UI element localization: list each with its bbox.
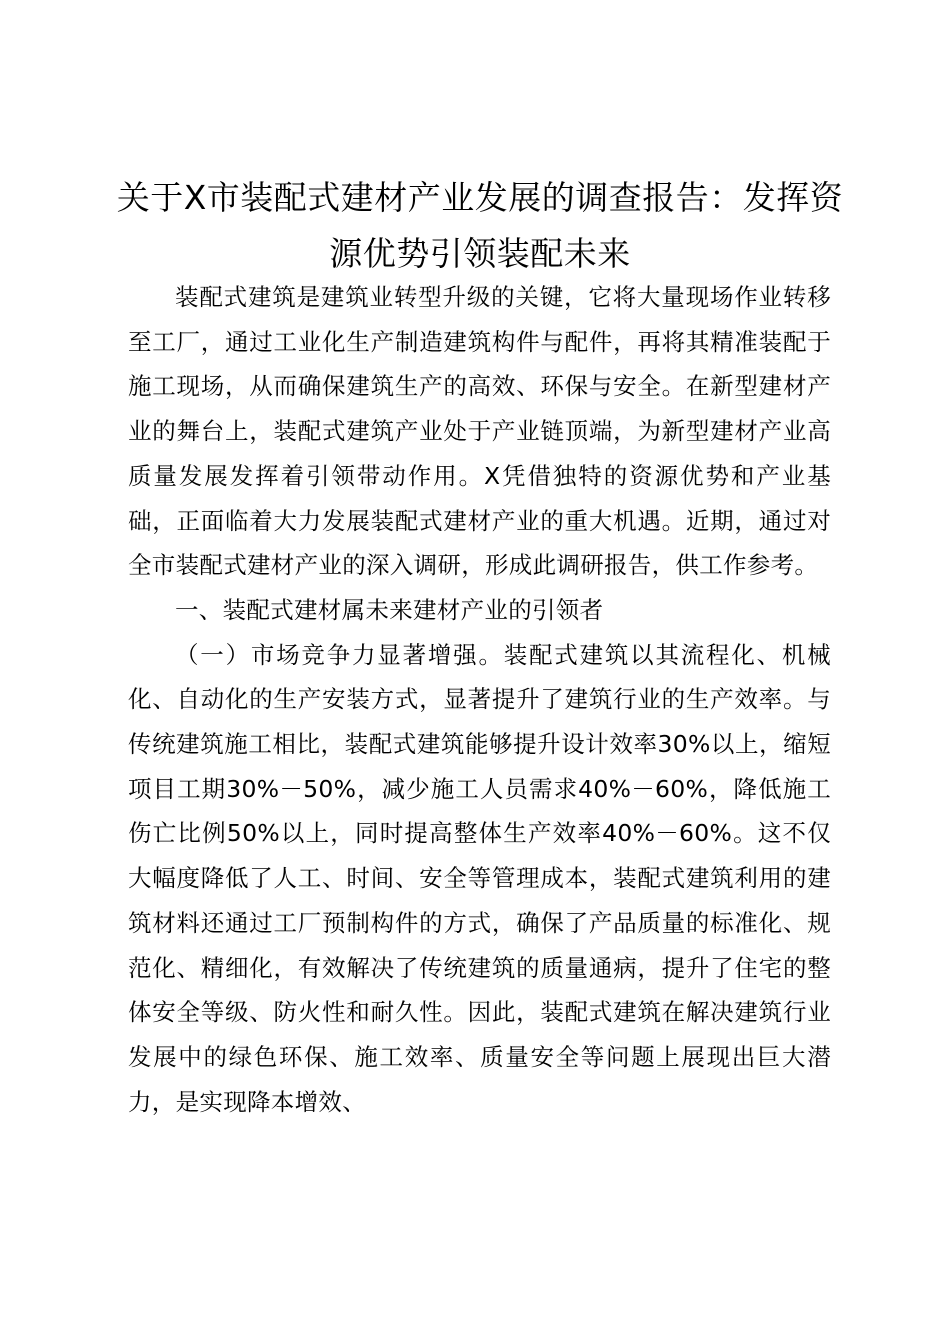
section-heading: 一、装配式建材属未来建材产业的引领者 <box>175 595 604 624</box>
subsection-paragraph: （一）市场竞争力显著增强。装配式建筑以其流程化、机械化、自动化的生产安装方式，显著提升了建筑行业的生产效率。与传统建筑施工相比，装配式建筑能够提升设计效率30%以上，缩短项目工期30%－50%，减少施工人员需求40%－60%，降低施工伤亡比例50%以上，同时提高整体生产效率40%－60%。这不仅大幅度降低了人工、时间、安全等管理成本，装配式建筑利用的建筑材料还通过工厂预制构件的方式，确保了产品质量的标准化、规范化、精细化，有效解决了传统建筑的质量通病，提升了住宅的整体安全等级、防火性和耐久性。因此，装配式建筑在解决建筑行业发展中的绿色环保、施工效率、质量安全等问题上展现出巨大潜力，是实现降本增效、 <box>128 640 831 1116</box>
intro-paragraph: 装配式建筑是建筑业转型升级的关键，它将大量现场作业转移至工厂，通过工业化生产制造建筑构件与配件，再将其精准装配于施工现场，从而确保建筑生产的高效、环保与安全。在新型建材产业的舞台上，装配式建筑产业处于产业链顶端，为新型建材产业高质量发展发挥着引领带动作用。X凭借独特的资源优势和产业基础，正面临着大力发展装配式建材产业的重大机遇。近期，通过对全市装配式建材产业的深入调研，形成此调研报告，供工作参考。 <box>128 283 831 580</box>
document-title: 关于X市装配式建材产业发展的调查报告：发挥资源优势引领装配未来 <box>116 178 844 273</box>
document-body <box>128 275 831 1124</box>
